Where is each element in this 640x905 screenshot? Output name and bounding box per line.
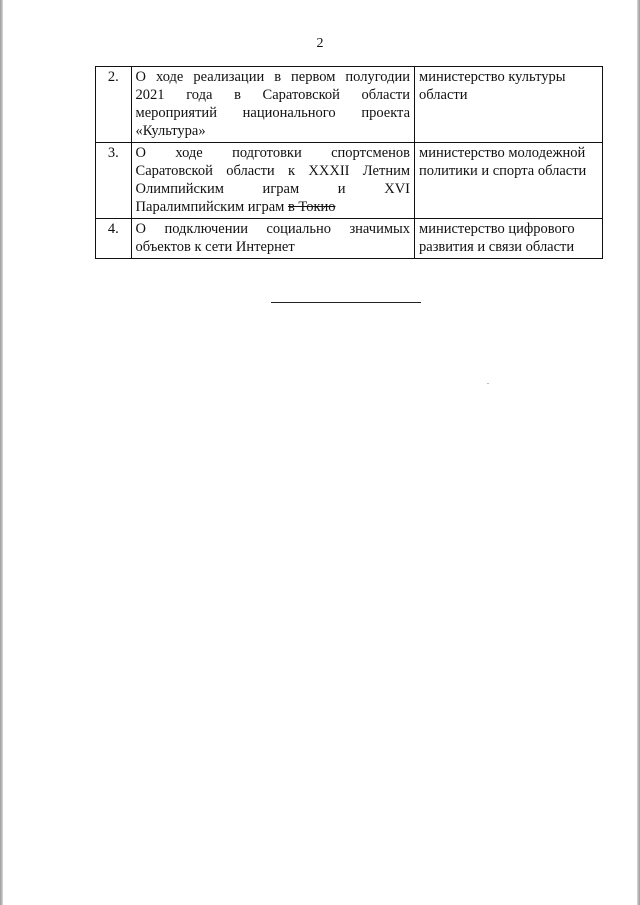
row-topic-struck-text: в Токио [287,199,336,215]
row-topic: О подключении социально значимых объектов к сети Интернет [131,219,414,259]
row-number: 4. [96,219,132,259]
row-topic [131,143,414,219]
row-responsible: министерство молодежной политики и спорта области [415,143,603,219]
agenda-table [95,66,603,259]
table-row [96,219,603,259]
row-responsible: министерство культуры области [415,67,603,143]
row-responsible: министерство цифрового развития и связи области [415,219,603,259]
row-number: 2. [96,67,132,143]
row-number: 3. [96,143,132,219]
table-row [96,143,603,219]
row-topic-text: О ходе подготовки спортсменов Саратовской области к XXXII Летним Олимпийским играм и XVI Паралимпийским играм [135,145,411,215]
table-row [96,67,603,143]
scan-speck [487,383,489,384]
scan-edge-left [0,0,3,905]
row-topic: О ходе реализации в первом полугодии 2021 года в Саратовской области мероприятий национального проекта «Культура» [131,67,414,143]
end-separator-line [271,302,421,303]
page-number: 2 [316,36,324,51]
